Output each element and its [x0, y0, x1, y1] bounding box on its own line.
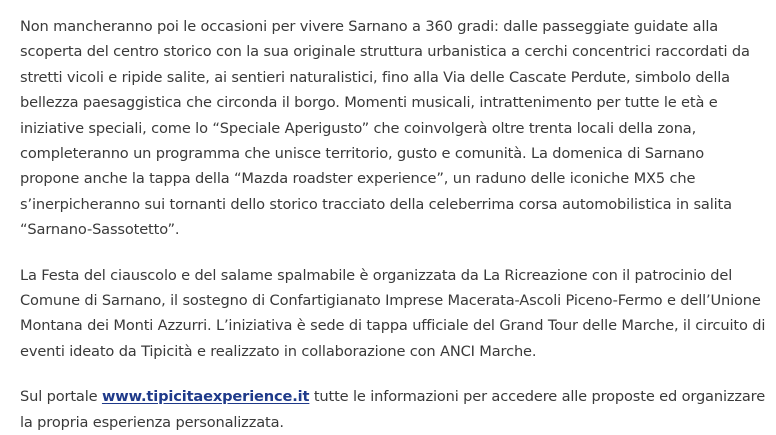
tipicita-portal-link[interactable]: www.tipicitaexperience.it	[101, 388, 310, 406]
article-body	[20, 14, 766, 435]
paragraph-3-trailing-text: tutte le informazioni per accedere alle proposte ed organizzare la propria esperienza personalizzata.	[20, 388, 766, 431]
paragraph-3-lead-text: Sul portale	[20, 388, 102, 406]
article-paragraph-3	[20, 384, 766, 435]
article-paragraph-1: Non mancheranno poi le occasioni per vivere Sarnano a 360 gradi: dalle passeggiate guidate alla scoperta del centro storico con la sua originale struttura urbanistica a cerchi concentrici raccordati da stretti vicoli e ripide salite, ai sentieri naturalistici, fino alla Via delle Cascate Perdute, simbolo della bellezza paesaggistica che circonda il borgo. Momenti musicali, intrattenimento per tutte le età e iniziative speciali, come lo “Speciale Aperigusto” che coinvolgerà oltre trenta locali della zona, completeranno un programma che unisce territorio, gusto e comunità. La domenica di Sarnano propone anche la tappa della “Mazda roadster experience”, un raduno delle iconiche MX5 che s’inerpicheranno sui tornanti dello storico tracciato della celeberrima corsa automobilistica in salita “Sarnano-Sassotetto”.	[20, 18, 750, 239]
article-paragraph-2: La Festa del ciauscolo e del salame spalmabile è organizzata da La Ricreazione con il patrocinio del Comune di Sarnano, il sostegno di Confartigianato Imprese Macerata-Ascoli Piceno-Fermo e dell’Unione Montana dei Monti Azzurri. L’iniziativa è sede di tappa ufficiale del Grand Tour delle Marche, il circuito di eventi ideato da Tipicità e realizzato in collaborazione con ANCI Marche.	[20, 266, 766, 360]
